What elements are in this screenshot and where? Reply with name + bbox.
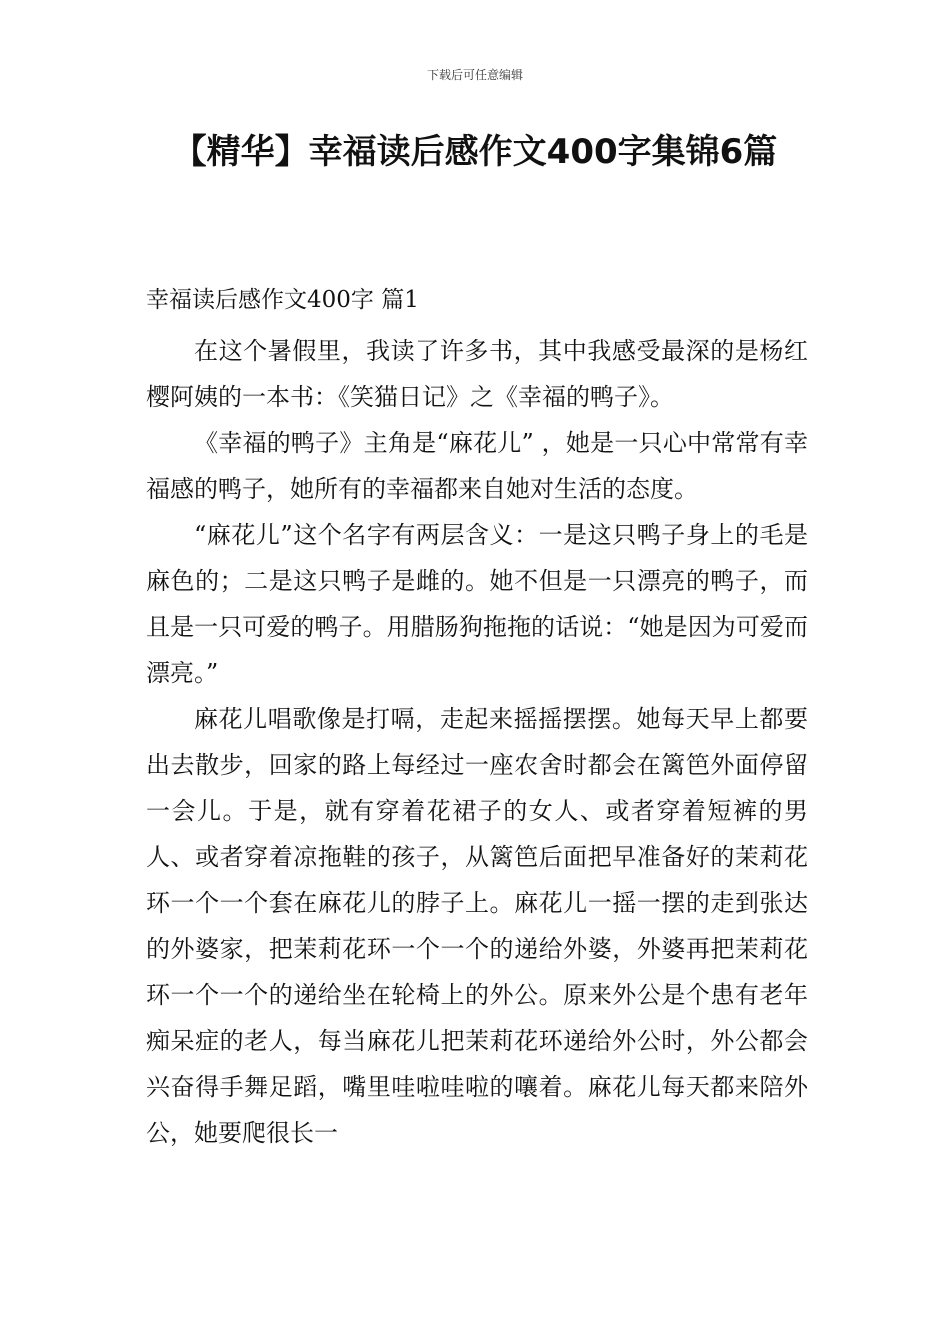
paragraph: 麻花儿唱歌像是打嗝，走起来摇摇摆摆。她每天早上都要出去散步，回家的路上每经过一座农舍时都会在篱笆外面停留一会儿。于是，就有穿着花裙子的女人、或者穿着短裤的男人、或者穿着凉拖鞋的孩子，从篱笆后面把早准备好的茉莉花环一个一个套在麻花儿的脖子上。麻花儿一摇一摆的走到张达的外婆家，把茉莉花环一个一个的递给外婆，外婆再把茉莉花环一个一个的递给坐在轮椅上的外公。原来外公是个患有老年痴呆症的老人，每当麻花儿把茉莉花环递给外公时，外公都会兴奋得手舞足蹈，嘴里哇啦哇啦的嚷着。麻花儿每天都来陪外公，她要爬很长一 bbox=[146, 705, 808, 1147]
paragraph: “麻花儿”这个名字有两层含义：一是这只鸭子身上的毛是麻色的；二是这只鸭子是雌的。她不但是一只漂亮的鸭子，而且是一只可爱的鸭子。用腊肠狗拖拖的话说：“她是因为可爱而漂亮。” bbox=[146, 521, 808, 687]
header-note: 下载后可任意编辑 bbox=[426, 68, 523, 82]
document-body bbox=[146, 328, 808, 1156]
section-heading: 幸福读后感作文400字 篇1 bbox=[146, 287, 419, 313]
paragraph: 在这个暑假里，我读了许多书，其中我感受最深的是杨红樱阿姨的一本书：《笑猫日记》之《幸福的鸭子》。 bbox=[146, 337, 808, 411]
document-title: 【精华】幸福读后感作文400字集锦6篇 bbox=[172, 132, 778, 172]
paragraph: 《幸福的鸭子》主角是“麻花儿” ，她是一只心中常常有幸福感的鸭子，她所有的幸福都来自她对生活的态度。 bbox=[146, 429, 808, 503]
